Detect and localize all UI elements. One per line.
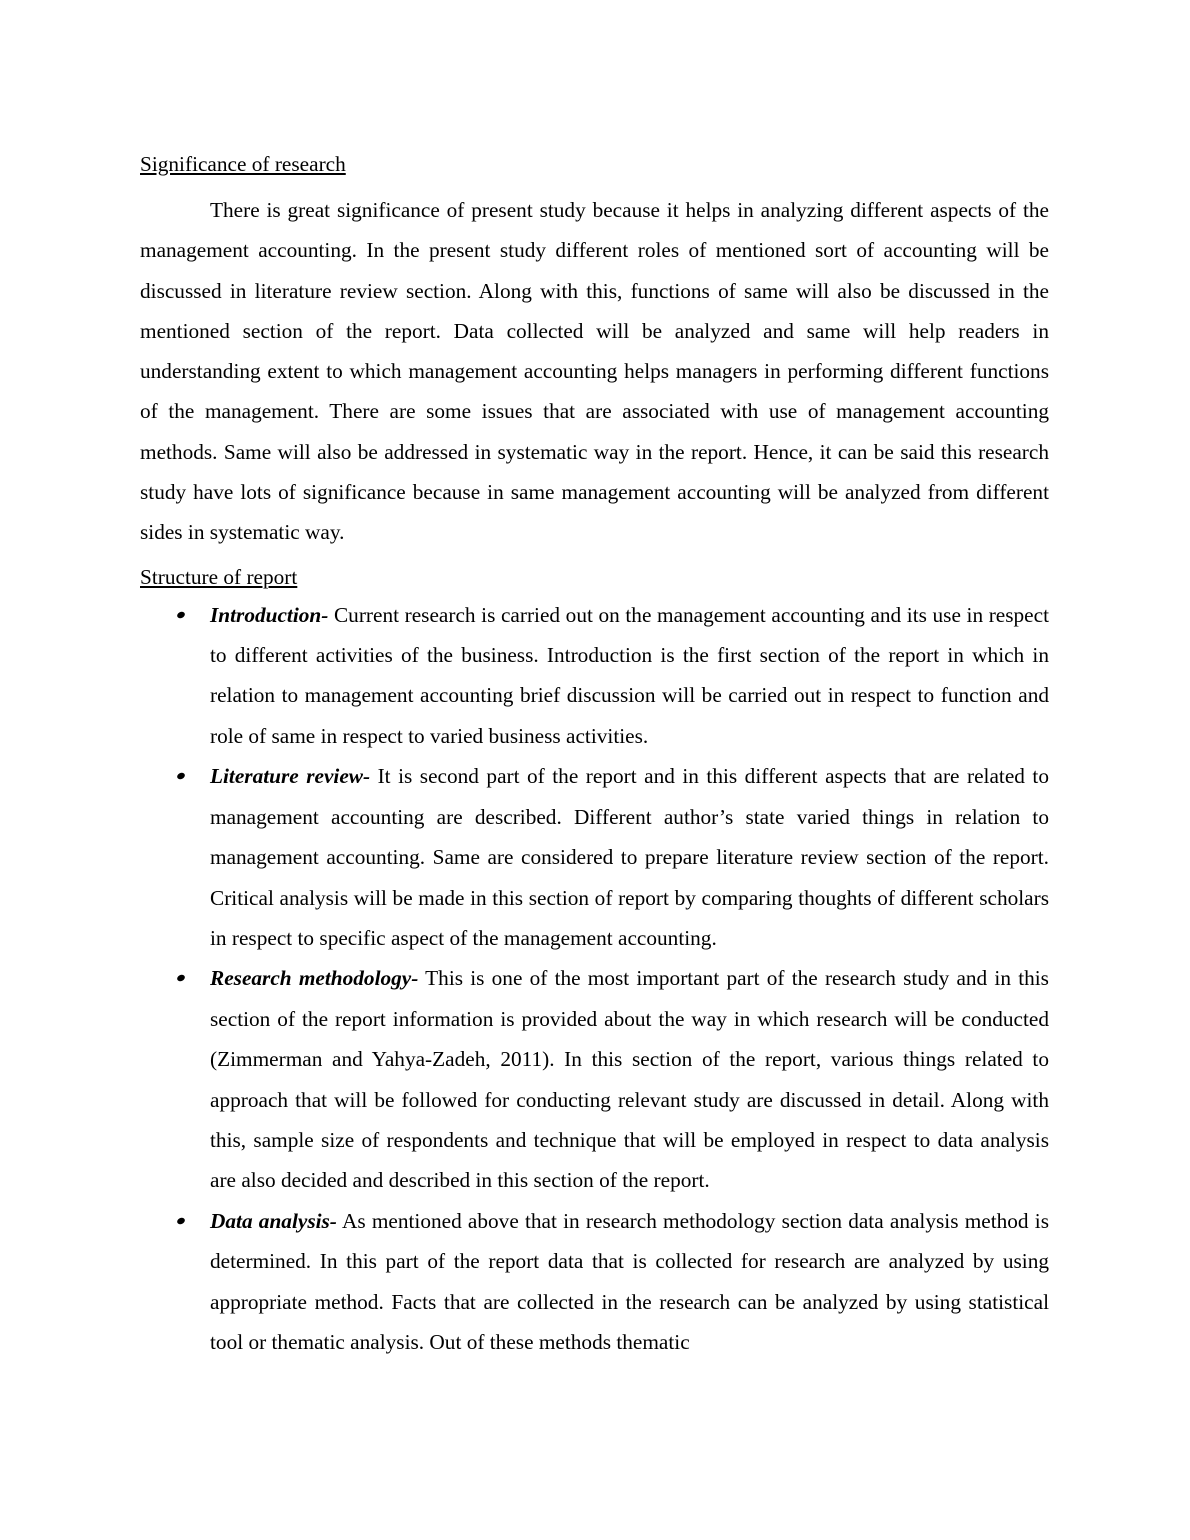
list-item-research-methodology <box>140 958 1049 1200</box>
structure-list <box>140 595 1049 1363</box>
list-item-literature-review <box>140 756 1049 958</box>
list-item-text: It is second part of the report and in this different aspects that are related to management accounting are described. Different author’s state varied things in relation to management accounting. Same are considered to prepare literature review section of the report. Critical analysis will be made in this section of report by comparing thoughts of different scholars in respect to specific aspect of the management accounting. <box>210 764 1049 950</box>
bullet-icon <box>176 1216 186 1225</box>
list-item-term: Introduction- <box>210 602 329 627</box>
list-item-text: As mentioned above that in research methodology section data analysis method is determined. In this part of the report data that is collected for research are analyzed by using appropriate method. Facts that are collected in the research can be analyzed by using statistical tool or thematic analysis. Out of these methods thematic <box>210 1208 1049 1354</box>
list-item-introduction <box>140 595 1049 757</box>
list-item-term: Data analysis- <box>210 1208 337 1233</box>
list-item-term: Research methodology- <box>210 966 419 991</box>
list-item-text: This is one of the most important part of the research study and in this section of the report information is provided about the way in which research will be conducted (Zimmerman and Yahya-Zadeh, 2011). In this section of the report, various things related to approach that will be followed for conducting relevant study are discussed in detail. Along with this, sample size of respondents and technique that will be employed in respect to data analysis are also decided and described in this section of the report. <box>210 966 1049 1193</box>
bullet-icon <box>176 974 186 983</box>
list-item-term: Literature review- <box>210 764 371 789</box>
structure-heading: Structure of report <box>140 564 298 589</box>
list-item-data-analysis <box>140 1201 1049 1363</box>
list-item-text: Current research is carried out on the management accounting and its use in respect to different activities of the business. Introduction is the first section of the report in which in relation to management accounting brief discussion will be carried out in respect to function and role of same in respect to varied business activities. <box>210 602 1049 748</box>
bullet-icon <box>176 772 186 781</box>
significance-paragraph: There is great significance of present study because it helps in analyzing different aspects of the management accounting. In the present study different roles of mentioned sort of accounting will be discussed in literature review section. Along with this, functions of same will also be discussed in the mentioned section of the report. Data collected will be analyzed and same will help readers in understanding extent to which management accounting helps managers in performing different functions of the management. There are some issues that are associated with use of management accounting methods. Same will also be addressed in systematic way in the report. Hence, it can be said this research study have lots of significance because in same management accounting will be analyzed from different sides in systematic way. <box>140 198 1049 545</box>
document-page <box>140 150 1049 1362</box>
significance-heading: Significance of research <box>140 152 346 176</box>
bullet-icon <box>176 610 186 619</box>
